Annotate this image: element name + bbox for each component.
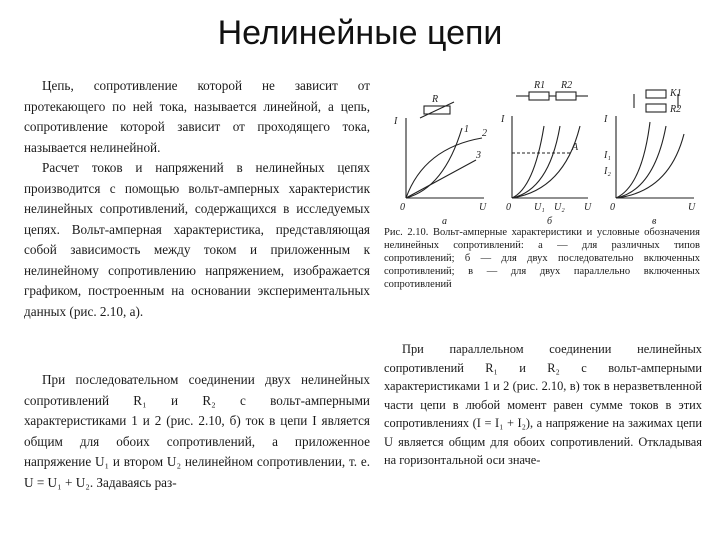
slide-title: Нелинейные цепи — [217, 14, 503, 52]
panel-c-u-label: U — [688, 202, 696, 213]
panel-c-i1-label: I₁ — [604, 150, 611, 161]
right-text-column — [384, 340, 702, 470]
panel-c-r2-symbol — [646, 104, 666, 112]
panel-c-curve-2 — [616, 134, 684, 198]
panel-c-curve-1 — [616, 126, 666, 198]
panel-a-curve-3-label: 3 — [476, 150, 481, 161]
panel-a-origin: 0 — [400, 202, 405, 213]
panel-b-u-label: U — [584, 202, 592, 213]
panel-b-u1-label: U₁ — [534, 202, 545, 213]
panel-c-k1-label: K1 — [670, 88, 682, 99]
figure-caption: Рис. 2.10. Вольт-амперные характеристики и условные обозначения нелинейных сопротивлений: а — для различных типов сопротивлений; б — для двух последовательно включенных сопротивлений; в — для двух параллельно включенных сопротивлений — [384, 227, 700, 290]
panel-b-r1-symbol — [529, 92, 549, 100]
paragraph-definition: Цепь, сопротивление которой не зависит от протекающего по ней тока, называется линейной, а цепь, сопротивление которой зависит от проходящего тока, называется нелинейной. — [24, 78, 370, 155]
left-text-series — [24, 370, 370, 493]
panel-c-curve-sum — [616, 122, 650, 198]
panel-a-i-label: I — [394, 116, 398, 127]
panel-c-i-label: I — [604, 114, 608, 125]
left-text-column — [24, 76, 370, 322]
panel-c-r1-symbol — [646, 90, 666, 98]
panel-c-graph — [616, 90, 694, 198]
panel-b-r1-label: R1 — [534, 80, 546, 91]
panel-b-origin: 0 — [506, 202, 511, 213]
panel-b-r2-symbol — [556, 92, 576, 100]
panel-label-b: б — [547, 216, 553, 227]
panel-b-curve-1 — [512, 126, 544, 198]
panel-label-a: а — [442, 216, 447, 227]
panel-b-curve-sum — [512, 126, 580, 198]
panel-a-curve-2-label: 2 — [482, 128, 487, 139]
panel-c-r2-label: R2 — [670, 104, 682, 115]
panel-c-i2-label: I₂ — [604, 166, 611, 177]
panel-a-curve-1 — [406, 128, 462, 198]
panel-a-curve-1-label: 1 — [464, 124, 469, 135]
panel-b-r2-label: R2 — [561, 80, 573, 91]
panel-b-point-a: A — [572, 142, 579, 153]
panel-label-c: в — [652, 216, 657, 227]
paragraph-parallel: При параллельном соединении нелинейных сопротивлений R₁ и R₂ с вольт-амперными характеристиками 1 и 2 (рис. 2.10, в) ток в неразветвленной части цепи в любой момент равен сумме токов в этих сопротивлениях (I = I₁ + I₂), а напряжение на зажимах цепи U является общим для обоих сопротивлений. Откладывая на горизонтальной оси значе- — [384, 342, 702, 467]
paragraph-series: При последовательном соединении двух нелинейных сопротивлений R₁ и R₂ с вольт-амперными характеристиками 1 и 2 (рис. 2.10, б) ток в цепи I является общим для обоих сопротивлений, а приложенное напряжение U₁ и втором U₂ нелинейном сопротивлении, т. е. U = U₁ + U₂. Задаваясь раз- — [24, 372, 370, 490]
figure-2-10 — [384, 78, 700, 228]
panel-a-u-label: U — [479, 202, 487, 213]
paragraph-vac: Расчет токов и напряжений в нелинейных цепях производится с помощью вольт-амперных характеристик нелинейных сопротивлений, содержащихся в исследуемых цепях. Вольт-амперная характеристика, представляющая собой зависимость между током и приложенным к нелинейному сопротивлению напряжением, изображается графиком, построенным на основании экспериментальных данных (рис. 2.10, а). — [24, 160, 370, 319]
panel-b-i-label: I — [501, 114, 505, 125]
panel-b-u2-label: U₂ — [554, 202, 565, 213]
panel-a-curve-3 — [406, 160, 476, 198]
panel-c-origin: 0 — [610, 202, 615, 213]
panel-a-graph — [406, 102, 484, 198]
panel-a-r-label: R — [432, 94, 439, 105]
